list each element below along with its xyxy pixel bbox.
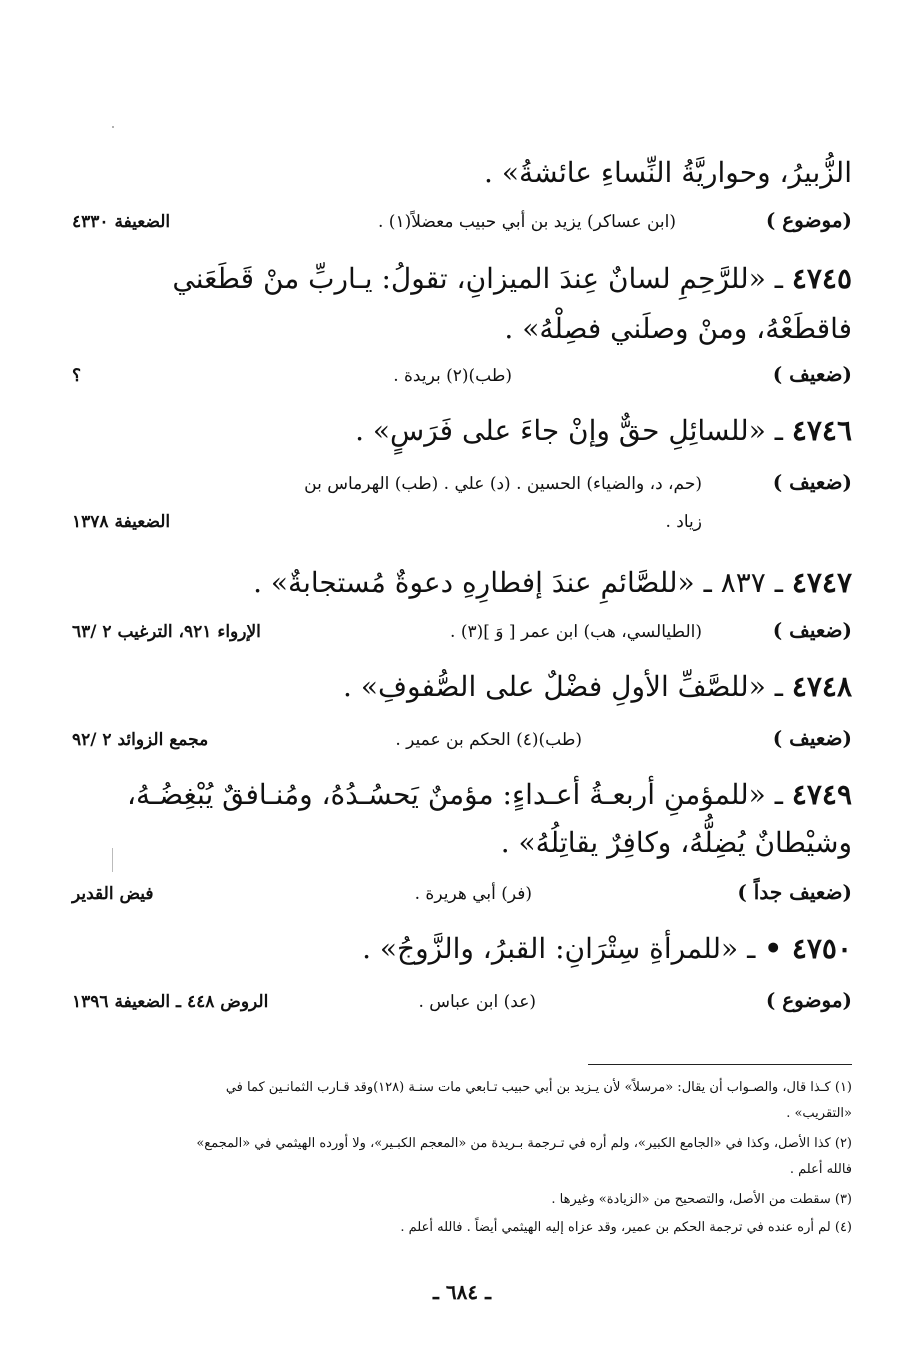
- entry-meta: [72, 988, 852, 1022]
- grade-label: (ضعيف ): [772, 726, 852, 750]
- hadith-number: ٤٧٤٧: [791, 566, 852, 599]
- source-text: (الطيالسي، هب) ابن عمر [ وَ ](٣) .: [450, 622, 702, 642]
- footnote-line: (٣) سقطت من الأصل، والتصحيح من «الزيادة» وغيرها .: [551, 1192, 852, 1207]
- hadith-text-cont: وشيْطانٌ يُضِلُّهُ، وكافِرٌ يقاتِلُهُ» .: [500, 826, 852, 859]
- page-number: ـ ٦٨٤ ـ: [433, 1280, 491, 1304]
- reference-text: الروض ٤٤٨ ـ الضعيفة ١٣٩٦: [72, 992, 269, 1012]
- grade-label: (ضعيف ): [772, 470, 852, 494]
- hadith-text: «للمرأةِ سِتْرَانِ: القبرُ، والزَّوجُ» .: [362, 932, 739, 965]
- source-text: (فر) أبي هريرة .: [414, 884, 532, 904]
- footnote-line: فالله أعلم .: [789, 1162, 852, 1177]
- entry-meta: [72, 362, 852, 396]
- footnote-line: (٢) كذا الأصل، وكذا في «الجامع الكبير»، ولم أره في تـرجمة بـريدة من «المعجم الكبـير»، ولا أورده الهيثمي في «المجمع»: [196, 1136, 852, 1151]
- hadith-line: ٤٧٥٠ • ـ «للمرأةِ سِتْرَانِ: القبرُ، والزَّوجُ» .: [362, 932, 852, 965]
- source-text-cont: زياد .: [665, 512, 702, 532]
- entry-meta: [72, 208, 852, 242]
- entry-meta: [72, 726, 852, 760]
- source-text: (حم، د، والضياء) الحسين . (د) علي . (طب) الهرماس بن: [304, 474, 702, 494]
- grade-label: (ضعيف جداً ): [737, 880, 852, 904]
- hadith-number: ٤٧٤٩: [791, 778, 852, 811]
- source-text: (طب)(٤) الحكم بن عمير .: [395, 730, 582, 750]
- hadith-line: ٤٧٤٧ ـ ٨٣٧ ـ «للصَّائمِ عندَ إفطارِهِ دعوةٌ مُستجابةٌ» .: [253, 566, 852, 599]
- entry-meta: [72, 618, 852, 652]
- footnote-line: «التقريب» .: [786, 1106, 852, 1121]
- footnote-rule: [588, 1064, 852, 1065]
- grade-label: (ضعيف ): [772, 618, 852, 642]
- grade-label: (موضوع ): [765, 208, 852, 232]
- source-text: (طب)(٢) بريدة .: [393, 366, 512, 386]
- footnote-line: (١) كـذا قال، والصـواب أن يقال: «مرسلاً» لأن يـزيد بن أبي حبيب تـابعي مات سنـة (١٢٨)وقد قـارب الثمانـين كما في: [225, 1080, 852, 1095]
- reference-text: مجمع الزوائد ٢ /٩٢: [72, 730, 209, 750]
- speck: [112, 126, 114, 128]
- sub-number: ٨٣٧: [720, 566, 766, 599]
- hadith-line: ٤٧٤٨ ـ «للصَّفِّ الأولِ فضْلٌ على الصُّفوفِ» .: [343, 670, 852, 703]
- hadith-text-cont: فاقطَعْهُ، ومنْ وصلَني فصِلْهُ» .: [504, 312, 852, 345]
- entry-meta: [72, 880, 852, 914]
- hadith-number: ٤٧٥٠ •: [764, 932, 852, 965]
- grade-label: (موضوع ): [765, 988, 852, 1012]
- hadith-number: ٤٧٤٦: [791, 414, 852, 447]
- source-text: (ابن عساكر) يزيد بن أبي حبيب معضلاً(١) .: [378, 212, 676, 232]
- continuation-line: الزُّبيرُ، وحواريَّةُ النِّساءِ عائشةُ» .: [484, 156, 852, 189]
- hadith-number: ٤٧٤٨: [791, 670, 852, 703]
- entry-meta: [72, 470, 852, 504]
- reference-text: ؟: [72, 366, 82, 386]
- reference-text: الضعيفة ١٣٧٨: [72, 512, 171, 532]
- hadith-number: ٤٧٤٥: [791, 262, 852, 295]
- reference-text: فيض القدير: [72, 884, 154, 904]
- hadith-line: ٤٧٤٩ ـ «للمؤمنِ أربعـةُ أعـداءٍ: مؤمنٌ يَحسُـدُهُ، ومُنـافقٌ يُبْغِضُـهُ،: [126, 778, 852, 811]
- hadith-text: «للصَّائمِ عندَ إفطارِهِ دعوةٌ مُستجابةٌ» .: [253, 566, 695, 599]
- entry-meta-cont: [72, 508, 852, 542]
- hadith-text: «للرَّحِمِ لسانٌ عِندَ الميزانِ، تقولُ: يـاربِّ منْ قَطَعَني: [172, 262, 766, 295]
- reference-text: الإرواء ٩٢١، الترغيب ٢ /٦٣: [72, 622, 261, 642]
- footnote-line: (٤) لم أره عنده في ترجمة الحكم بن عمير، وقد عزاه إليه الهيثمي أيضاً . فالله أعلم .: [400, 1220, 852, 1235]
- hadith-text: «للمؤمنِ أربعـةُ أعـداءٍ: مؤمنٌ يَحسُـدُهُ، ومُنـافقٌ يُبْغِضُـهُ،: [126, 778, 766, 811]
- reference-text: الضعيفة ٤٣٣٠: [72, 212, 171, 232]
- hadith-line: ٤٧٤٦ ـ «للسائِلِ حقٌّ وإنْ جاءَ على فَرَسٍ» .: [355, 414, 852, 447]
- hadith-text: «للسائِلِ حقٌّ وإنْ جاءَ على فَرَسٍ» .: [355, 414, 766, 447]
- hadith-line: ٤٧٤٥ ـ «للرَّحِمِ لسانٌ عِندَ الميزانِ، تقولُ: يـاربِّ منْ قَطَعَني: [172, 262, 852, 295]
- hadith-text: «للصَّفِّ الأولِ فضْلٌ على الصُّفوفِ» .: [343, 670, 766, 703]
- source-text: (عد) ابن عباس .: [418, 992, 536, 1012]
- grade-label: (ضعيف ): [772, 362, 852, 386]
